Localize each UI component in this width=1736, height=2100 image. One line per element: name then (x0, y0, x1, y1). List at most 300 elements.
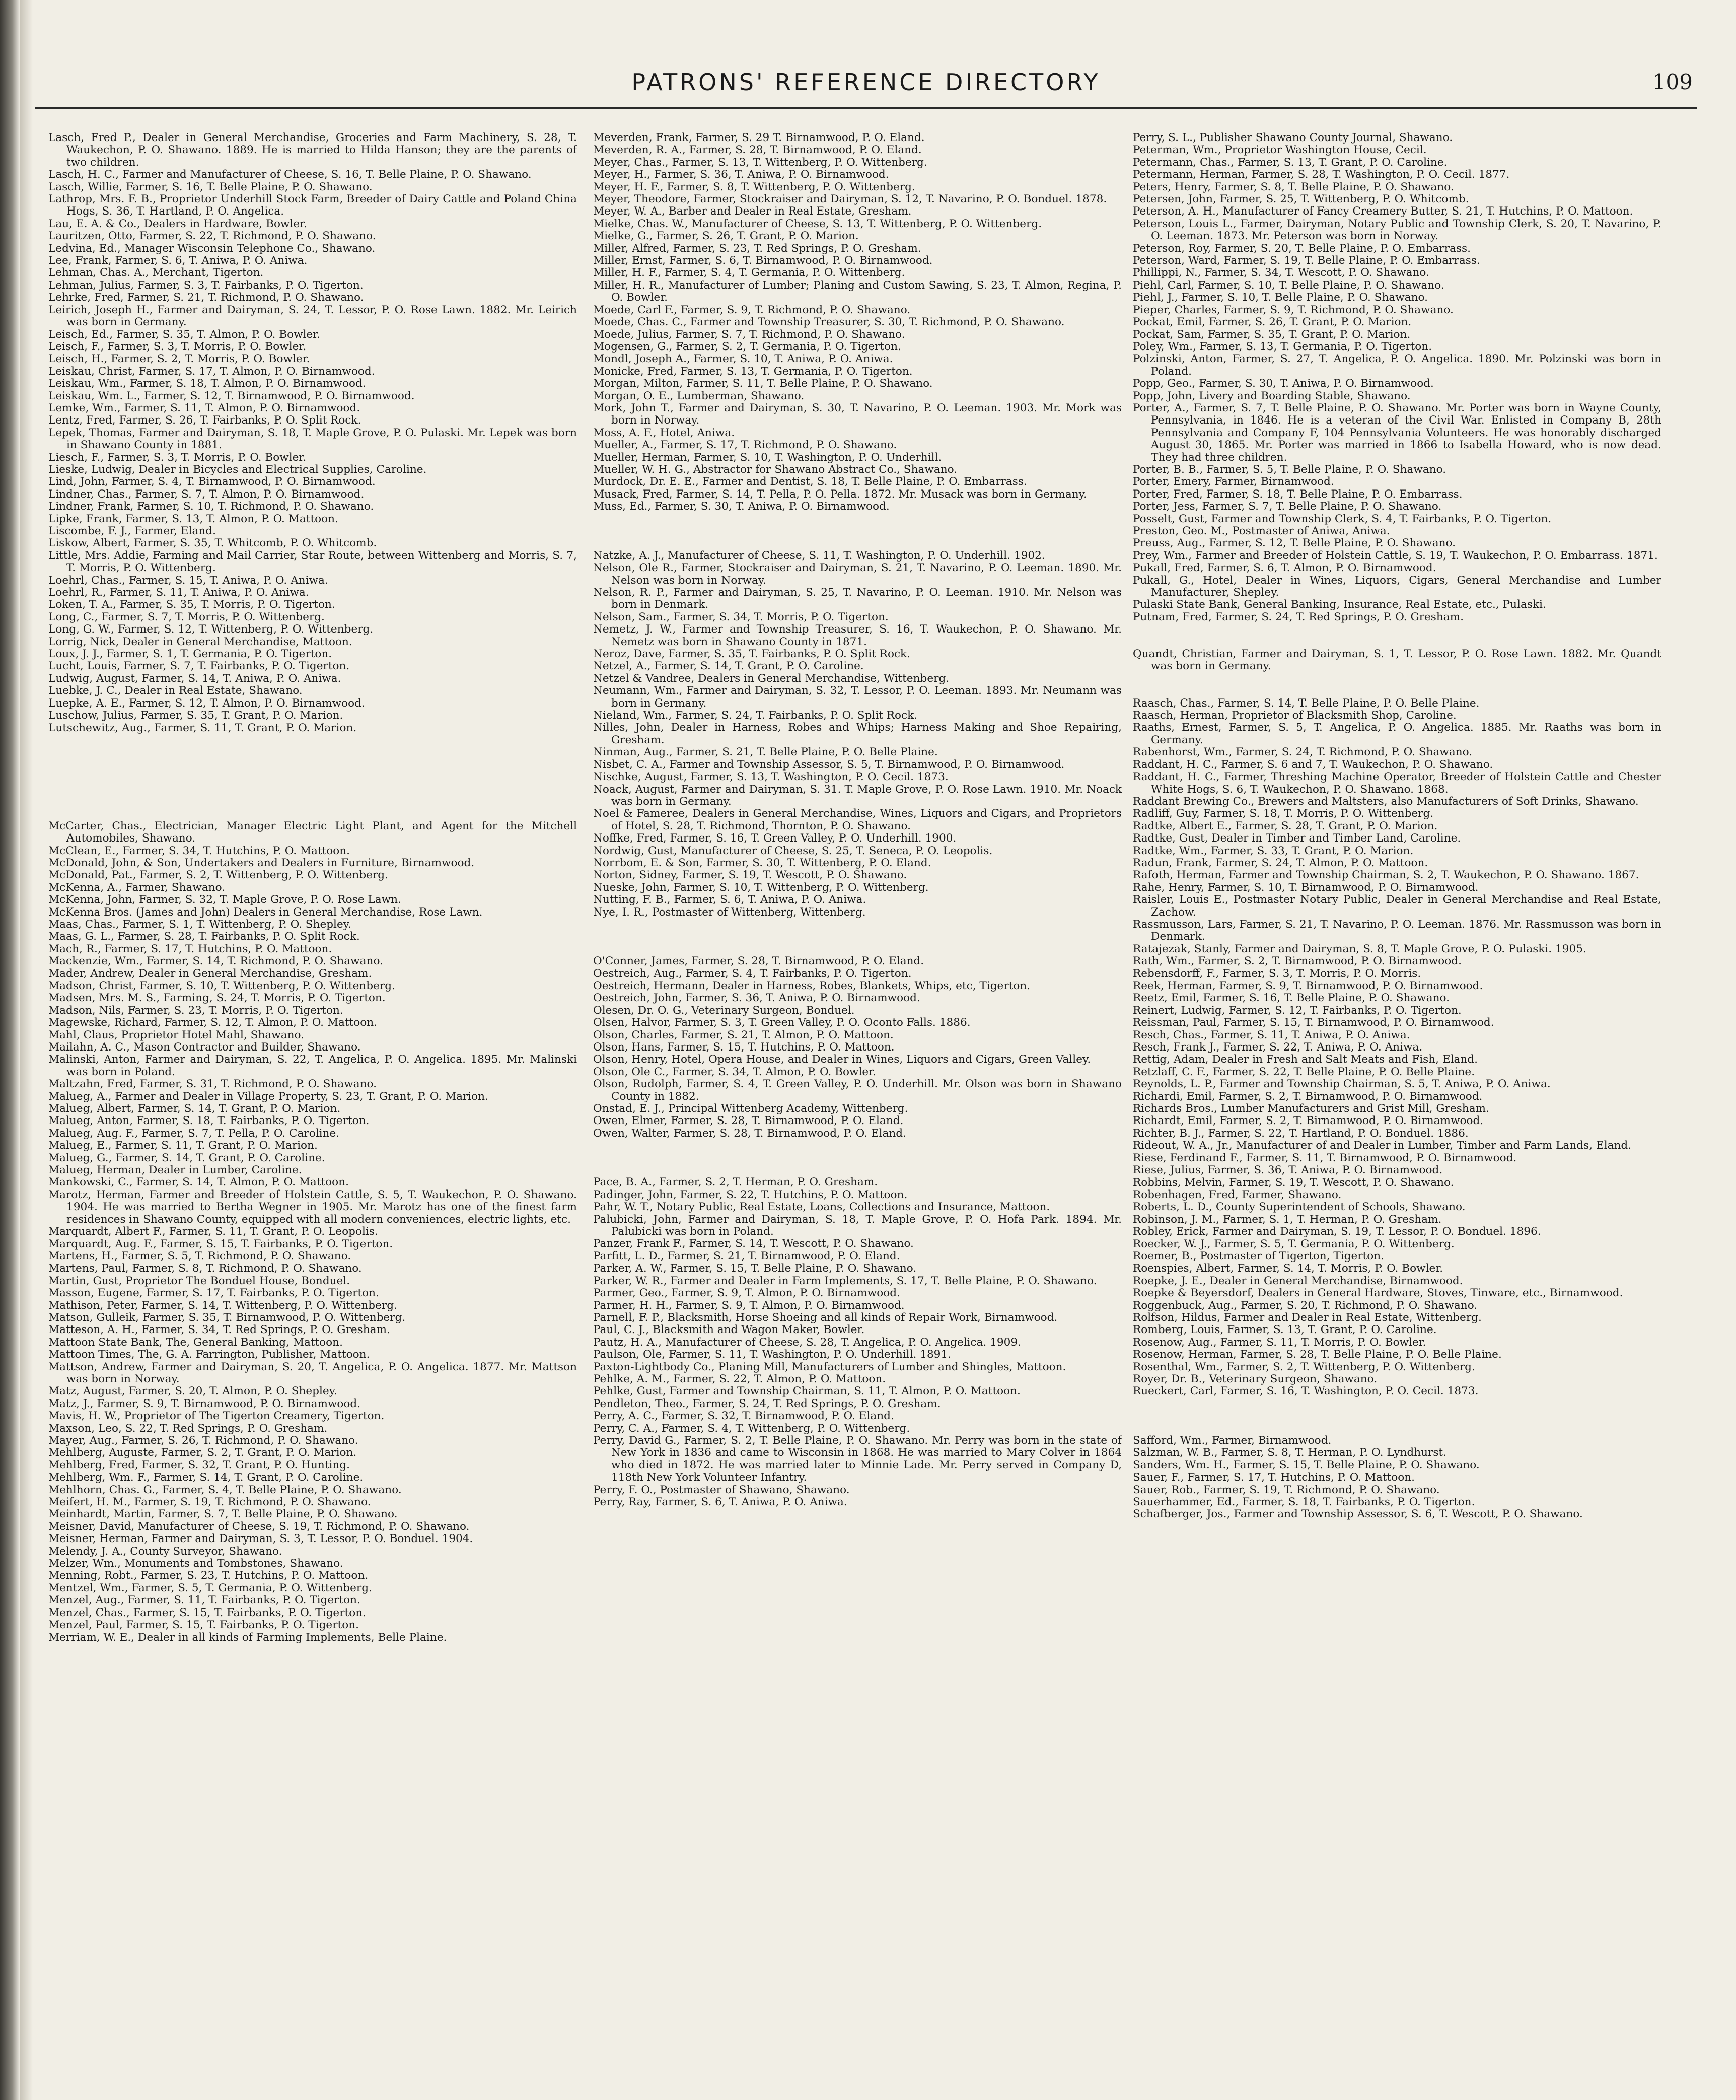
directory-entry: Perry, F. O., Postmaster of Shawano, Shawano. (593, 1483, 850, 1496)
directory-entry: Porter, A., Farmer, S. 7, T. Belle Plaine, P. O. Shawano. Mr. Porter was born in Wayne County, Pennsylvania, in 1846. He is a veteran of the Civil War. Enlisted in Company B, 28th Pennsylvania and Company F, 104 Pennsylvania Volunteers. He was honorably discharged August 30, 1865. Mr. Porter was married in 1866 to Isabella Howard, who is now dead. They had three children. (1133, 401, 1661, 464)
directory-entry: Pockat, Sam, Farmer, S. 35, T. Grant, P. O. Marion. (1133, 328, 1411, 341)
directory-entry: Pahr, W. T., Notary Public, Real Estate, Loans, Collections and Insurance, Mattoon. (593, 1201, 1050, 1214)
directory-entry: Roepke, J. E., Dealer in General Merchandise, Birnamwood. (1133, 1274, 1463, 1287)
directory-entry: Mehlberg, Wm. F., Farmer, S. 14, T. Grant, P. O. Caroline. (48, 1471, 364, 1484)
directory-entry: Loehrl, R., Farmer, S. 11, T. Aniwa, P. O. Aniwa. (48, 586, 309, 599)
directory-entry: Rafoth, Herman, Farmer and Township Chairman, S. 2, T. Waukechon, P. O. Shawano. 1867. (1133, 869, 1639, 882)
directory-entry: Pehlke, A. M., Farmer, S. 22, T. Almon, P. O. Mattoon. (593, 1372, 886, 1385)
directory-entry: Phillippi, N., Farmer, S. 34, T. Wescott, P. O. Shawano. (1133, 266, 1429, 279)
directory-entry: Owen, Elmer, Farmer, S. 28, T. Birnamwood, P. O. Eland. (593, 1114, 904, 1128)
section-gap (1133, 623, 1661, 648)
directory-entry: Morgan, Milton, Farmer, S. 11, T. Belle Plaine, P. O. Shawano. (593, 377, 933, 390)
directory-entry: Mehlberg, Fred, Farmer, S. 32, T. Grant, P. O. Hunting. (48, 1458, 350, 1472)
directory-entry: Rassmusson, Lars, Farmer, S. 21, T. Navarino, P. O. Leeman. 1876. Mr. Rassmusson was born in Denmark. (1133, 918, 1661, 943)
directory-entry: Nutting, F. B., Farmer, S. 6, T. Aniwa, P. O. Aniwa. (593, 893, 866, 906)
directory-entry: Luepke, A. E., Farmer, S. 12, T. Almon, P. O. Birnamwood. (48, 696, 365, 710)
directory-entry: Maltzahn, Fred, Farmer, S. 31, T. Richmond, P. O. Shawano. (48, 1078, 377, 1091)
directory-entry: Schafberger, Jos., Farmer and Township Assessor, S. 6, T. Wescott, P. O. Shawano. (1133, 1508, 1583, 1521)
directory-entry: Radtke, Albert E., Farmer, S. 28, T. Grant, P. O. Marion. (1133, 819, 1438, 832)
directory-entry: Radtke, Gust, Dealer in Timber and Timber Land, Caroline. (1133, 832, 1461, 845)
directory-entry: Lind, John, Farmer, S. 4, T. Birnamwood, P. O. Birnamwood. (48, 475, 376, 488)
directory-entry: Moss, A. F., Hotel, Aniwa. (593, 426, 735, 439)
directory-entry: Safford, Wm., Farmer, Birnamwood. (1133, 1434, 1332, 1447)
directory-entry: Nueske, John, Farmer, S. 10, T. Wittenberg, P. O. Wittenberg. (593, 881, 929, 894)
directory-entry: Reissman, Paul, Farmer, S. 15, T. Birnamwood, P. O. Birnamwood. (1133, 1016, 1494, 1029)
directory-entry: Lasch, Fred P., Dealer in General Merchandise, Groceries and Farm Machinery, S. 28, T. Waukechon, P. O. Shawano. 1889. He is married to Hilda Hanson; they are the parents of two children. (48, 132, 577, 169)
directory-entry: Meyer, H. F., Farmer, S. 8, T. Wittenberg, P. O. Wittenberg. (593, 180, 915, 193)
directory-entry: Musack, Fred, Farmer, S. 14, T. Pella, P. O. Pella. 1872. Mr. Musack was born in Germany. (593, 487, 1087, 501)
directory-entry: Raddant, H. C., Farmer, Threshing Machine Operator, Breeder of Holstein Cattle and Chester White Hogs, S. 6, T. Waukechon, P. O. Shawano. 1868. (1133, 771, 1661, 796)
directory-entry: Perry, A. C., Farmer, S. 32, T. Birnamwood, P. O. Eland. (593, 1410, 894, 1423)
directory-entry: Menzel, Aug., Farmer, S. 11, T. Fairbanks, P. O. Tigerton. (48, 1594, 360, 1607)
directory-entry: Moede, Carl F., Farmer, S. 9, T. Richmond, P. O. Shawano. (593, 303, 911, 316)
directory-entry: Pace, B. A., Farmer, S. 2, T. Herman, P. O. Gresham. (593, 1176, 878, 1189)
directory-entry: Meisner, David, Manufacturer of Cheese, S. 19, T. Richmond, P. O. Shawano. (48, 1520, 470, 1533)
directory-entry: Rahe, Henry, Farmer, S. 10, T. Birnamwood, P. O. Birnamwood. (1133, 881, 1479, 894)
directory-entry: Leiskau, Wm., Farmer, S. 18, T. Almon, P. O. Birnamwood. (48, 377, 366, 390)
directory-entry: Palubicki, John, Farmer and Dairyman, S. 18, T. Maple Grove, P. O. Hofa Park. 1894. Mr. Palubicki was born in Poland. (593, 1213, 1122, 1238)
directory-entry: Matson, Gulleik, Farmer, S. 35, T. Birnamwood, P. O. Wittenberg. (48, 1311, 406, 1324)
directory-entry: Leirich, Joseph H., Farmer and Dairyman, S. 24, T. Lessor, P. O. Rose Lawn. 1882. Mr. Leirich was born in Germany. (48, 303, 577, 329)
directory-entry: Onstad, E. J., Principal Wittenberg Academy, Wittenberg. (593, 1102, 908, 1115)
directory-entry: Porter, Jess, Farmer, S. 7, T. Belle Plaine, P. O. Shawano. (1133, 500, 1442, 513)
directory-entry: Leisch, F., Farmer, S. 3, T. Morris, P. O. Bowler. (48, 340, 307, 353)
directory-entry: Raasch, Herman, Proprietor of Blacksmith Shop, Caroline. (1133, 709, 1457, 722)
directory-entry: Reinert, Ludwig, Farmer, S. 12, T. Fairbanks, P. O. Tigerton. (1133, 1004, 1462, 1017)
directory-entry: Neumann, Wm., Farmer and Dairyman, S. 32, T. Lessor, P. O. Leeman. 1893. Mr. Neumann was born in Germany. (593, 684, 1122, 710)
directory-entry: Maas, G. L., Farmer, S. 28, T. Fairbanks, P. O. Split Rock. (48, 930, 360, 943)
directory-entry: Lipke, Frank, Farmer, S. 13, T. Almon, P. O. Mattoon. (48, 512, 338, 525)
directory-entry: Oestreich, Hermann, Dealer in Harness, Robes, Blankets, Whips, etc, Tigerton. (593, 979, 1031, 992)
directory-entry: Raddant, H. C., Farmer, S. 6 and 7, T. Waukechon, P. O. Shawano. (1133, 758, 1493, 771)
directory-entry: Liesch, F., Farmer, S. 3, T. Morris, P. O. Bowler. (48, 451, 307, 464)
directory-entry: Nelson, Sam., Farmer, S. 34, T. Morris, P. O. Tigerton. (593, 610, 889, 623)
directory-entry: Oestreich, John, Farmer, S. 36, T. Aniwa, P. O. Birnamwood. (593, 992, 920, 1005)
directory-entry: Liscombe, F. J., Farmer, Eland. (48, 525, 216, 537)
directory-entry: Marquardt, Aug. F., Farmer, S. 15, T. Fairbanks, P. O. Tigerton. (48, 1237, 393, 1250)
directory-entry: Nemetz, J. W., Farmer and Township Treasurer, S. 16, T. Waukechon, P. O. Shawano. Mr. Nemetz was born in Shawano County in 1871. (593, 623, 1122, 648)
directory-column-1 (48, 132, 577, 2066)
directory-entry: Lehrke, Fred, Farmer, S. 21, T. Richmond, P. O. Shawano. (48, 291, 364, 304)
directory-entry: Lehman, Julius, Farmer, S. 3, T. Fairbanks, P. O. Tigerton. (48, 278, 364, 292)
directory-entry: Lepek, Thomas, Farmer and Dairyman, S. 18, T. Maple Grove, P. O. Pulaski. Mr. Lepek was born in Shawano County in 1881. (48, 426, 577, 452)
directory-entry: Malueg, Aug. F., Farmer, S. 7, T. Pella, P. O. Caroline. (48, 1127, 340, 1140)
directory-entry: Retzlaff, C. F., Farmer, S. 22, T. Belle Plaine, P. O. Belle Plaine. (1133, 1065, 1475, 1078)
directory-entry: Roenspies, Albert, Farmer, S. 14, T. Morris, P. O. Bowler. (1133, 1262, 1443, 1275)
directory-entry: Perry, David G., Farmer, S. 2, T. Belle Plaine, P. O. Shawano. Mr. Perry was born in the state of New York in 1836 and came to Wisconsin in 1868. He was married to Mary Colver in 1864 who died in 1872. He was married later to Minnie Lade. Mr. Perry served in Company D, 118th New York Volunteer Infantry. (593, 1434, 1122, 1484)
directory-entry: Lauritzen, Otto, Farmer, S. 22, T. Richmond, P. O. Shawano. (48, 230, 376, 243)
directory-entry: Meinhardt, Martin, Farmer, S. 7, T. Belle Plaine, P. O. Shawano. (48, 1508, 398, 1521)
directory-column-2 (593, 132, 1122, 2066)
directory-entry: Magewske, Richard, Farmer, S. 12, T. Almon, P. O. Mattoon. (48, 1016, 377, 1029)
directory-entry: Mader, Andrew, Dealer in General Merchandise, Gresham. (48, 967, 372, 980)
directory-entry: Miller, H. F., Farmer, S. 4, T. Germania, P. O. Wittenberg. (593, 266, 905, 279)
directory-entry: Melendy, J. A., County Surveyor, Shawano. (48, 1545, 282, 1558)
directory-entry: Nilles, John, Dealer in Harness, Robes and Whips; Harness Making and Shoe Repairing, Gresham. (593, 721, 1122, 746)
directory-entry: Malueg, Anton, Farmer, S. 18, T. Fairbanks, P. O. Tigerton. (48, 1114, 370, 1128)
directory-entry: Lindner, Chas., Farmer, S. 7, T. Almon, P. O. Birnamwood. (48, 487, 365, 501)
directory-entry: Rueckert, Carl, Farmer, S. 16, T. Washington, P. O. Cecil. 1873. (1133, 1385, 1479, 1398)
directory-entry: Roberts, L. D., County Superintendent of Schools, Shawano. (1133, 1201, 1466, 1214)
directory-entry: Perry, Ray, Farmer, S. 6, T. Aniwa, P. O. Aniwa. (593, 1496, 847, 1508)
directory-entry: Olson, Henry, Hotel, Opera House, and Dealer in Wines, Liquors and Cigars, Green Valley. (593, 1053, 1091, 1066)
section-gap (1133, 673, 1661, 697)
section-gap (48, 734, 577, 820)
directory-entry: Rosenow, Herman, Farmer, S. 28, T. Belle Plaine, P. O. Belle Plaine. (1133, 1348, 1502, 1361)
directory-entry: Meisner, Herman, Farmer and Dairyman, S. 3, T. Lessor, P. O. Bonduel. 1904. (48, 1532, 473, 1546)
directory-entry: Madsen, Mrs. M. S., Farming, S. 24, T. Morris, P. O. Tigerton. (48, 992, 386, 1005)
directory-entry: Mayer, Aug., Farmer, S. 26, T. Richmond, P. O. Shawano. (48, 1434, 358, 1447)
directory-entry: Paul, C. J., Blacksmith and Wagon Maker, Bowler. (593, 1323, 865, 1337)
directory-entry: Murdock, Dr. E. E., Farmer and Dentist, S. 18, T. Belle Plaine, P. O. Embarrass. (593, 475, 1027, 488)
directory-entry: Pendleton, Theo., Farmer, S. 24, T. Red Springs, P. O. Gresham. (593, 1397, 941, 1410)
directory-entry: Long, G. W., Farmer, S. 12, T. Wittenberg, P. O. Wittenberg. (48, 623, 374, 636)
directory-entry: Peterson, Ward, Farmer, S. 19, T. Belle Plaine, P. O. Embarrass. (1133, 254, 1480, 267)
directory-entry: Mattson, Andrew, Farmer and Dairyman, S. 20, T. Angelica, P. O. Angelica. 1877. Mr. Mattson was born in Norway. (48, 1360, 577, 1385)
directory-entry: Lindner, Frank, Farmer, S. 10, T. Richmond, P. O. Shawano. (48, 500, 374, 513)
directory-entry: Luschow, Julius, Farmer, S. 35, T. Grant, P. O. Marion. (48, 709, 343, 722)
directory-entry: Radtke, Wm., Farmer, S. 33, T. Grant, P. O. Marion. (1133, 844, 1414, 857)
directory-entry: Lathrop, Mrs. F. B., Proprietor Underhill Stock Farm, Breeder of Dairy Cattle and Poland China Hogs, S. 36, T. Hartland, P. O. Angelica. (48, 193, 577, 218)
directory-entry: Norrbom, E. & Son, Farmer, S. 30, T. Wittenberg, P. O. Eland. (593, 856, 931, 869)
page-header (35, 64, 1697, 105)
directory-entry: Raddant Brewing Co., Brewers and Maltsters, also Manufacturers of Soft Drinks, Shawano. (1133, 795, 1639, 808)
directory-entry: Nye, I. R., Postmaster of Wittenberg, Wittenberg. (593, 905, 866, 919)
directory-entry: Nordwig, Gust, Manufacturer of Cheese, S. 25, T. Seneca, P. O. Leopolis. (593, 844, 993, 857)
directory-entry: Meyer, Theodore, Farmer, Stockraiser and Dairyman, S. 12, T. Navarino, P. O. Bonduel. 1878. (593, 193, 1107, 206)
directory-entry: Robenhagen, Fred, Farmer, Shawano. (1133, 1188, 1342, 1201)
directory-entry: Paulson, Ole, Farmer, S. 11, T. Washington, P. O. Underhill. 1891. (593, 1348, 952, 1361)
directory-entry: Ratajezak, Stanly, Farmer and Dairyman, S. 8, T. Maple Grove, P. O. Pulaski. 1905. (1133, 942, 1586, 955)
directory-entry: Radun, Frank, Farmer, S. 24, T. Almon, P. O. Mattoon. (1133, 856, 1428, 869)
directory-entry: Menzel, Chas., Farmer, S. 15, T. Fairbanks, P. O. Tigerton. (48, 1606, 366, 1619)
directory-entry: Maxson, Leo, S. 22, T. Red Springs, P. O. Gresham. (48, 1422, 328, 1435)
directory-entry: Porter, Emery, Farmer, Birnamwood. (1133, 475, 1334, 488)
directory-entry: Madson, Nils, Farmer, S. 23, T. Morris, P. O. Tigerton. (48, 1004, 343, 1017)
directory-entry: Rath, Wm., Farmer, S. 2, T. Birnamwood, P. O. Birnamwood. (1133, 955, 1462, 968)
directory-entry: Ninman, Aug., Farmer, S. 21, T. Belle Plaine, P. O. Belle Plaine. (593, 746, 938, 759)
directory-entry: Robbins, Melvin, Farmer, S. 19, T. Wescott, P. O. Shawano. (1133, 1176, 1454, 1189)
directory-entry: Peterson, Louis L., Farmer, Dairyman, Notary Public and Township Clerk, S. 20, T. Navarino, P. O. Leeman. 1873. Mr. Peterson was born in Norway. (1133, 217, 1661, 243)
directory-entry: Pockat, Emil, Farmer, S. 26, T. Grant, P. O. Marion. (1133, 316, 1412, 329)
directory-entry: Netzel, A., Farmer, S. 14, T. Grant, P. O. Caroline. (593, 660, 864, 673)
directory-entry: Mielke, Chas. W., Manufacturer of Cheese, S. 13, T. Wittenberg, P. O. Wittenberg. (593, 217, 1042, 230)
directory-entry: Martens, H., Farmer, S. 5, T. Richmond, P. O. Shawano. (48, 1249, 351, 1263)
directory-entry: McCarter, Chas., Electrician, Manager Electric Light Plant, and Agent for the Mitchell Automobiles, Shawano. (48, 819, 577, 845)
directory-entry: Parmer, Geo., Farmer, S. 9, T. Almon, P. O. Birnamwood. (593, 1287, 900, 1300)
directory-entry: Rabenhorst, Wm., Farmer, S. 24, T. Richmond, P. O. Shawano. (1133, 746, 1473, 759)
directory-entry: Leiskau, Wm. L., Farmer, S. 12, T. Birnamwood, P. O. Birnamwood. (48, 389, 415, 402)
page-binding-shadow (0, 0, 20, 2100)
directory-entry: McKenna Bros. (James and John) Dealers in General Merchandise, Rose Lawn. (48, 905, 483, 919)
directory-entry: Olson, Hans, Farmer, S. 15, T. Hutchins, P. O. Mattoon. (593, 1041, 895, 1054)
directory-entry: Miller, Ernst, Farmer, S. 6, T. Birnamwood, P. O. Birnamwood. (593, 254, 933, 267)
directory-entry: Meyer, Chas., Farmer, S. 13, T. Wittenberg, P. O. Wittenberg. (593, 156, 927, 169)
directory-entry: Peterson, Roy, Farmer, S. 20, T. Belle Plaine, P. O. Embarrass. (1133, 242, 1471, 255)
directory-entry: McDonald, Pat., Farmer, S. 2, T. Wittenberg, P. O. Wittenberg. (48, 869, 388, 882)
directory-entry: Miller, Alfred, Farmer, S. 23, T. Red Springs, P. O. Gresham. (593, 242, 921, 255)
directory-entry: Melzer, Wm., Monuments and Tombstones, Shawano. (48, 1557, 343, 1570)
directory-entry: Roggenbuck, Aug., Farmer, S. 20, T. Richmond, P. O. Shawano. (1133, 1299, 1478, 1312)
page-title: PATRONS' REFERENCE DIRECTORY (631, 68, 1101, 96)
directory-entry: Owen, Walter, Farmer, S. 28, T. Birnamwood, P. O. Eland. (593, 1127, 906, 1140)
directory-entry: Loux, J. J., Farmer, S. 1, T. Germania, P. O. Tigerton. (48, 648, 332, 661)
directory-entry: Reynolds, L. P., Farmer and Township Chairman, S. 5, T. Aniwa, P. O. Aniwa. (1133, 1078, 1551, 1091)
directory-entry: Rolfson, Hildus, Farmer and Dealer in Real Estate, Wittenberg. (1133, 1311, 1482, 1324)
directory-entry: Pieper, Charles, Farmer, S. 9, T. Richmond, P. O. Shawano. (1133, 303, 1454, 316)
directory-entry: Matz, August, Farmer, S. 20, T. Almon, P. O. Shepley. (48, 1385, 337, 1398)
page-number: 109 (1652, 69, 1693, 94)
directory-entry: Mattoon Times, The, G. A. Farrington, Publisher, Mattoon. (48, 1348, 370, 1361)
directory-entry: Noel & Fameree, Dealers in General Merchandise, Wines, Liquors and Cigars, and Proprietors of Hotel, S. 28, T. Richmond, Thornton, P. O. Shawano. (593, 807, 1122, 832)
directory-entry: Martens, Paul, Farmer, S. 8, T. Richmond, P. O. Shawano. (48, 1262, 362, 1275)
directory-entry: McDonald, John, & Son, Undertakers and Dealers in Furniture, Birnamwood. (48, 856, 475, 869)
directory-entry: Mentzel, Wm., Farmer, S. 5, T. Germania, P. O. Wittenberg. (48, 1581, 372, 1594)
directory-entry: Reek, Herman, Farmer, S. 9, T. Birnamwood, P. O. Birnamwood. (1133, 979, 1483, 992)
directory-entry: Pukall, G., Hotel, Dealer in Wines, Liquors, Cigars, General Merchandise and Lumber Manufacturer, Shepley. (1133, 574, 1661, 599)
directory-entry: Malueg, Herman, Dealer in Lumber, Caroline. (48, 1164, 302, 1177)
directory-entry: Little, Mrs. Addie, Farming and Mail Carrier, Star Route, between Wittenberg and Morris, S. 7, T. Morris, P. O. Wittenberg. (48, 549, 577, 575)
directory-entry: Quandt, Christian, Farmer and Dairyman, S. 1, T. Lessor, P. O. Rose Lawn. 1882. Mr. Quandt was born in Germany. (1133, 648, 1661, 673)
directory-column-3 (1133, 132, 1661, 2066)
directory-entry: Netzel & Vandree, Dealers in General Merchandise, Wittenberg. (593, 672, 950, 685)
directory-entry: Parnell, F. P., Blacksmith, Horse Shoeing and all kinds of Repair Work, Birnamwood. (593, 1311, 1058, 1324)
directory-entry: Mackenzie, Wm., Farmer, S. 14, T. Richmond, P. O. Shawano. (48, 955, 383, 968)
directory-entry: Resch, Chas., Farmer, S. 11, T. Aniwa, P. O. Aniwa. (1133, 1028, 1410, 1041)
directory-entry: Lentz, Fred, Farmer, S. 26, T. Fairbanks, P. O. Split Rock. (48, 414, 361, 427)
directory-entry: Mondl, Joseph A., Farmer, S. 10, T. Aniwa, P. O. Aniwa. (593, 353, 893, 366)
directory-entry: Rosenow, Aug., Farmer, S. 11, T. Morris, P. O. Bowler. (1133, 1336, 1426, 1349)
directory-entry: Liskow, Albert, Farmer, S. 35, T. Whitcomb, P. O. Whitcomb. (48, 537, 377, 550)
directory-entry: Mueller, W. H. G., Abstractor for Shawano Abstract Co., Shawano. (593, 463, 958, 476)
directory-entry: Lutschewitz, Aug., Farmer, S. 11, T. Grant, P. O. Marion. (48, 721, 357, 734)
directory-entry: Mathison, Peter, Farmer, S. 14, T. Wittenberg, P. O. Wittenberg. (48, 1299, 397, 1312)
directory-entry: Padinger, John, Farmer, S. 22, T. Hutchins, P. O. Mattoon. (593, 1188, 908, 1201)
directory-entry: Popp, Geo., Farmer, S. 30, T. Aniwa, P. O. Birnamwood. (1133, 377, 1434, 390)
directory-entry: Paxton-Lightbody Co., Planing Mill, Manufacturers of Lumber and Shingles, Mattoon. (593, 1360, 1066, 1373)
directory-entry: Roecker, W. J., Farmer, S. 5, T. Germania, P. O. Wittenberg. (1133, 1237, 1455, 1250)
directory-entry: Mach, R., Farmer, S. 17, T. Hutchins, P. O. Mattoon. (48, 942, 332, 955)
section-gap (593, 919, 1122, 955)
directory-entry: Pautz, H. A., Manufacturer of Cheese, S. 28, T. Angelica, P. O. Angelica. 1909. (593, 1336, 1021, 1349)
directory-entry: Nisbet, C. A., Farmer and Township Assessor, S. 5, T. Birnamwood, P. O. Birnamwood. (593, 758, 1065, 771)
directory-entry: Peters, Henry, Farmer, S. 8, T. Belle Plaine, P. O. Shawano. (1133, 180, 1454, 193)
directory-entry: Mork, John T., Farmer and Dairyman, S. 30, T. Navarino, P. O. Leeman. 1903. Mr. Mork was born in Norway. (593, 401, 1122, 427)
directory-entry: Pehlke, Gust, Farmer and Township Chairman, S. 11, T. Almon, P. O. Mattoon. (593, 1385, 1021, 1398)
directory-entry: Lehman, Chas. A., Merchant, Tigerton. (48, 266, 264, 279)
directory-entry: Nelson, R. P., Farmer and Dairyman, S. 25, T. Navarino, P. O. Leeman. 1910. Mr. Nelson was born in Denmark. (593, 586, 1122, 611)
directory-entry: Malueg, A., Farmer and Dealer in Village Property, S. 23, T. Grant, P. O. Marion. (48, 1090, 488, 1103)
directory-entry: Mahl, Claus, Proprietor Hotel Mahl, Shawano. (48, 1028, 305, 1041)
directory-entry: Radliff, Guy, Farmer, S. 18, T. Morris, P. O. Wittenberg. (1133, 807, 1434, 820)
directory-entry: Long, C., Farmer, S. 7, T. Morris, P. O. Wittenberg. (48, 610, 325, 623)
directory-entry: Mogensen, G., Farmer, S. 2, T. Germania, P. O. Tigerton. (593, 340, 901, 353)
directory-entry: Ludwig, August, Farmer, S. 14, T. Aniwa, P. O. Aniwa. (48, 672, 341, 685)
directory-entry: Neroz, Dave, Farmer, S. 35, T. Fairbanks, P. O. Split Rock. (593, 648, 910, 661)
directory-entry: Olson, Ole C., Farmer, S. 34, T. Almon, P. O. Bowler. (593, 1065, 876, 1078)
directory-entry: Mehlhorn, Chas. G., Farmer, S. 4, T. Belle Plaine, P. O. Shawano. (48, 1483, 402, 1496)
directory-entry: Luebke, J. C., Dealer in Real Estate, Shawano. (48, 684, 303, 697)
directory-entry: Mielke, G., Farmer, S. 26, T. Grant, P. O. Marion. (593, 230, 859, 243)
directory-entry: Sauer, Rob., Farmer, S. 19, T. Richmond, P. O. Shawano. (1133, 1483, 1440, 1496)
directory-entry: Porter, B. B., Farmer, S. 5, T. Belle Plaine, P. O. Shawano. (1133, 463, 1446, 476)
directory-entry: Mueller, A., Farmer, S. 17, T. Richmond, P. O. Shawano. (593, 439, 897, 452)
directory-entry: Perry, C. A., Farmer, S. 4, T. Wittenberg, P. O. Wittenberg. (593, 1422, 910, 1435)
directory-entry: Riese, Julius, Farmer, S. 36, T. Aniwa, P. O. Birnamwood. (1133, 1164, 1443, 1177)
directory-entry: Mailahn, A. C., Mason Contractor and Builder, Shawano. (48, 1041, 361, 1054)
directory-entry: Robley, Erick, Farmer and Dairyman, S. 19, T. Lessor, P. O. Bonduel. 1896. (1133, 1225, 1541, 1238)
directory-entry: Sauerhammer, Ed., Farmer, S. 18, T. Fairbanks, P. O. Tigerton. (1133, 1496, 1475, 1509)
directory-entry: Olson, Charles, Farmer, S. 21, T. Almon, P. O. Mattoon. (593, 1028, 894, 1041)
directory-entry: Petermann, Chas., Farmer, S. 13, T. Grant, P. O. Caroline. (1133, 156, 1448, 169)
directory-entry: Menning, Robt., Farmer, S. 23, T. Hutchins, P. O. Mattoon. (48, 1569, 369, 1582)
directory-entry: Noffke, Fred, Farmer, S. 16, T. Green Valley, P. O. Underhill. 1900. (593, 832, 957, 845)
directory-entry: Nischke, August, Farmer, S. 13, T. Washington, P. O. Cecil. 1873. (593, 771, 949, 784)
directory-entry: Preuss, Aug., Farmer, S. 12, T. Belle Plaine, P. O. Shawano. (1133, 537, 1456, 550)
directory-entry: Lieske, Ludwig, Dealer in Bicycles and Electrical Supplies, Caroline. (48, 463, 427, 476)
directory-entry: Lemke, Wm., Farmer, S. 11, T. Almon, P. O. Birnamwood. (48, 401, 360, 414)
directory-entry: Meyer, W. A., Barber and Dealer in Real Estate, Gresham. (593, 205, 912, 218)
directory-entry: Richter, B. J., Farmer, S. 22, T. Hartland, P. O. Bonduel. 1886. (1133, 1127, 1469, 1140)
directory-entry: Porter, Fred, Farmer, S. 18, T. Belle Plaine, P. O. Embarrass. (1133, 487, 1463, 501)
directory-entry: Matteson, A. H., Farmer, S. 34, T. Red Springs, P. O. Gresham. (48, 1323, 390, 1337)
section-gap (593, 1140, 1122, 1176)
directory-entry: Posselt, Gust, Farmer and Township Clerk, S. 4, T. Fairbanks, P. O. Tigerton. (1133, 512, 1552, 525)
directory-entry: Marotz, Herman, Farmer and Breeder of Holstein Cattle, S. 5, T. Waukechon, P. O. Shawano. 1904. He was married to Bertha Wegner in 1905. Mr. Marotz has one of the finest farm residences in Shawano County, equipped with all modern conveniences, electric lights, etc. (48, 1188, 577, 1226)
directory-entry: Putnam, Fred, Farmer, S. 24, T. Red Springs, P. O. Gresham. (1133, 610, 1464, 623)
directory-entry: Sanders, Wm. H., Farmer, S. 15, T. Belle Plaine, P. O. Shawano. (1133, 1458, 1480, 1472)
directory-entry: Mankowski, C., Farmer, S. 14, T. Almon, P. O. Mattoon. (48, 1176, 349, 1189)
directory-entry: McClean, E., Farmer, S. 34, T. Hutchins, P. O. Mattoon. (48, 844, 350, 857)
directory-entry: Peterson, A. H., Manufacturer of Fancy Creamery Butter, S. 21, T. Hutchins, P. O. Mattoon. (1133, 205, 1633, 218)
section-gap (593, 513, 1122, 550)
directory-entry: Leiskau, Christ, Farmer, S. 17, T. Almon, P. O. Birnamwood. (48, 365, 375, 378)
directory-entry: Polzinski, Anton, Farmer, S. 27, T. Angelica, P. O. Angelica. 1890. Mr. Polzinski was born in Poland. (1133, 353, 1661, 378)
directory-entry: Lasch, Willie, Farmer, S. 16, T. Belle Plaine, P. O. Shawano. (48, 180, 373, 193)
directory-entry: O'Conner, James, Farmer, S. 28, T. Birnamwood, P. O. Eland. (593, 955, 924, 968)
directory-entry: Rideout, W. A., Jr., Manufacturer of and Dealer in Lumber, Timber and Farm Lands, Eland. (1133, 1139, 1632, 1152)
directory-entry: Robinson, J. M., Farmer, S. 1, T. Herman, P. O. Gresham. (1133, 1213, 1442, 1226)
directory-entry: Madson, Christ, Farmer, S. 10, T. Wittenberg, P. O. Wittenberg. (48, 979, 395, 992)
directory-entry: Meifert, H. M., Farmer, S. 19, T. Richmond, P. O. Shawano. (48, 1496, 371, 1509)
directory-entry: Malinski, Anton, Farmer and Dairyman, S. 22, T. Angelica, P. O. Angelica. 1895. Mr. Malinski was born in Poland. (48, 1053, 577, 1078)
directory-entry: Lucht, Louis, Farmer, S. 7, T. Fairbanks, P. O. Tigerton. (48, 660, 350, 673)
directory-entry: Meyer, H., Farmer, S. 36, T. Aniwa, P. O. Birnamwood. (593, 168, 889, 181)
directory-entry: Raasch, Chas., Farmer, S. 14, T. Belle Plaine, P. O. Belle Plaine. (1133, 696, 1480, 710)
directory-entry: Raisler, Louis E., Postmaster Notary Public, Dealer in General Merchandise and Real Estate, Zachow. (1133, 893, 1661, 919)
directory-entry: Petermann, Herman, Farmer, S. 28, T. Washington, P. O. Cecil. 1877. (1133, 168, 1510, 181)
directory-entry: Martin, Gust, Proprietor The Bonduel House, Bonduel. (48, 1274, 350, 1287)
directory-entry: Muss, Ed., Farmer, S. 30, T. Aniwa, P. O. Birnamwood. (593, 500, 890, 513)
directory-entry: Rosenthal, Wm., Farmer, S. 2, T. Wittenberg, P. O. Wittenberg. (1133, 1360, 1475, 1373)
directory-entry: McKenna, John, Farmer, S. 32, T. Maple Grove, P. O. Rose Lawn. (48, 893, 401, 906)
directory-entry: Monicke, Fred, Farmer, S. 13, T. Germania, P. O. Tigerton. (593, 365, 913, 378)
directory-entry: Olesen, Dr. O. G., Veterinary Surgeon, Bonduel. (593, 1004, 855, 1017)
directory-entry: Mehlberg, Auguste, Farmer, S. 2, T. Grant, P. O. Marion. (48, 1446, 357, 1459)
directory-entry: Norton, Sidney, Farmer, S. 19, T. Wescott, P. O. Shawano. (593, 869, 907, 882)
directory-entry: Lau, E. A. & Co., Dealers in Hardware, Bowler. (48, 217, 307, 230)
directory-entry: Richardi, Emil, Farmer, S. 2, T. Birnamwood, P. O. Birnamwood. (1133, 1090, 1483, 1103)
directory-entry: Masson, Eugene, Farmer, S. 17, T. Fairbanks, P. O. Tigerton. (48, 1287, 379, 1300)
directory-entry: Peterman, Wm., Proprietor Washington House, Cecil. (1133, 144, 1427, 157)
directory-entry: Riese, Ferdinand F., Farmer, S. 11, T. Birnamwood, P. O. Birnamwood. (1133, 1151, 1517, 1164)
directory-entry: Olson, Rudolph, Farmer, S. 4, T. Green Valley, P. O. Underhill. Mr. Olson was born in Shawano County in 1882. (593, 1078, 1122, 1103)
directory-entry: Parker, W. R., Farmer and Dealer in Farm Implements, S. 17, T. Belle Plaine, P. O. Shawano. (593, 1274, 1097, 1287)
directory-entry: Richards Bros., Lumber Manufacturers and Grist Mill, Gresham. (1133, 1102, 1489, 1115)
directory-entry: Leisch, H., Farmer, S. 2, T. Morris, P. O. Bowler. (48, 353, 310, 366)
directory-entry: Meverden, Frank, Farmer, S. 29 T. Birnamwood, P. O. Eland. (593, 132, 925, 144)
directory-entry: Parmer, H. H., Farmer, S. 9, T. Almon, P. O. Birnamwood. (593, 1299, 905, 1312)
directory-entry: Loehrl, Chas., Farmer, S. 15, T. Aniwa, P. O. Aniwa. (48, 574, 328, 587)
directory-entry: Leisch, Ed., Farmer, S. 35, T. Almon, P. O. Bowler. (48, 328, 321, 341)
directory-entry: Royer, Dr. B., Veterinary Surgeon, Shawano. (1133, 1373, 1378, 1385)
directory-entry: Rettig, Adam, Dealer in Fresh and Salt Meats and Fish, Eland. (1133, 1053, 1478, 1066)
directory-entry: Richardt, Emil, Farmer, S. 2, T. Birnamwood, P. O. Birnamwood. (1133, 1114, 1484, 1128)
directory-entry: Romberg, Louis, Farmer, S. 13, T. Grant, P. O. Caroline. (1133, 1323, 1437, 1337)
directory-entry: Raaths, Ernest, Farmer, S. 5, T. Angelica, P. O. Angelica. 1885. Mr. Raaths was born in Germany. (1133, 721, 1661, 746)
directory-entry: Prey, Wm., Farmer and Breeder of Holstein Cattle, S. 19, T. Waukechon, P. O. Embarrass. 1871. (1133, 549, 1658, 562)
directory-entry: Sauer, F., Farmer, S. 17, T. Hutchins, P. O. Mattoon. (1133, 1471, 1415, 1484)
directory-entry: Mueller, Herman, Farmer, S. 10, T. Washington, P. O. Underhill. (593, 451, 942, 464)
directory-entry: Mavis, H. W., Proprietor of The Tigerton Creamery, Tigerton. (48, 1410, 385, 1423)
page-gutter (20, 0, 33, 2100)
directory-entry: Rebensdorff, F., Farmer, S. 3, T. Morris, P. O. Morris. (1133, 967, 1421, 980)
directory-entry: Malueg, G., Farmer, S. 14, T. Grant, P. O. Caroline. (48, 1151, 325, 1164)
directory-entry: Marquardt, Albert F., Farmer, S. 11, T. Grant, P. O. Leopolis. (48, 1225, 378, 1238)
directory-entry: Popp, John, Livery and Boarding Stable, Shawano. (1133, 389, 1411, 402)
directory-entry: Morgan, O. E., Lumberman, Shawano. (593, 389, 805, 402)
directory-entry: Poley, Wm., Farmer, S. 13, T. Germania, P. O. Tigerton. (1133, 340, 1432, 353)
directory-entry: Pulaski State Bank, General Banking, Insurance, Real Estate, etc., Pulaski. (1133, 598, 1546, 611)
directory-entry: Mattoon State Bank, The, General Banking, Mattoon. (48, 1336, 343, 1349)
directory-entry: Natzke, A. J., Manufacturer of Cheese, S. 11, T. Washington, P. O. Underhill. 1902. (593, 549, 1045, 562)
directory-entry: Malueg, E., Farmer, S. 11, T. Grant, P. O. Marion. (48, 1139, 318, 1152)
directory-entry: McKenna, A., Farmer, Shawano. (48, 881, 226, 894)
directory-entry: Loken, T. A., Farmer, S. 35, T. Morris, P. O. Tigerton. (48, 598, 335, 611)
directory-entry: Ledvina, Ed., Manager Wisconsin Telephone Co., Shawano. (48, 242, 376, 255)
directory-entry: Maas, Chas., Farmer, S. 1, T. Wittenberg, P. O. Shepley. (48, 918, 351, 931)
directory-entry: Reetz, Emil, Farmer, S. 16, T. Belle Plaine, P. O. Shawano. (1133, 992, 1450, 1005)
directory-entry: Roemer, B., Postmaster of Tigerton, Tigerton. (1133, 1249, 1385, 1263)
directory-entry: Matz, J., Farmer, S. 9, T. Birnamwood, P. O. Birnamwood. (48, 1397, 361, 1410)
header-rule (35, 107, 1697, 109)
directory-entry: Lasch, H. C., Farmer and Manufacturer of Cheese, S. 16, T. Belle Plaine, P. O. Shawano. (48, 168, 532, 181)
directory-entry: Salzman, W. B., Farmer, S. 8, T. Herman, P. O. Lyndhurst. (1133, 1446, 1446, 1459)
directory-entry: Meverden, R. A., Farmer, S. 28, T. Birnamwood, P. O. Eland. (593, 144, 922, 157)
directory-entry: Menzel, Paul, Farmer, S. 15, T. Fairbanks, P. O. Tigerton. (48, 1619, 359, 1632)
directory-entry: Lorrig, Nick, Dealer in General Merchandise, Mattoon. (48, 635, 352, 648)
directory-entry: Piehl, Carl, Farmer, S. 10, T. Belle Plaine, P. O. Shawano. (1133, 278, 1444, 292)
directory-entry: Roepke & Beyersdorf, Dealers in General Hardware, Stoves, Tinware, etc., Birnamwood. (1133, 1287, 1623, 1300)
directory-entry: Resch, Frank J., Farmer, S. 22, T. Aniwa, P. O. Aniwa. (1133, 1041, 1423, 1054)
directory-entry: Nelson, Ole R., Farmer, Stockraiser and Dairyman, S. 21, T. Navarino, P. O. Leeman. 1890. Mr. Nelson was born in Norway. (593, 562, 1122, 587)
directory-entry: Miller, H. R., Manufacturer of Lumber; Planing and Custom Sawing, S. 23, T. Almon, Regina, P. O. Bowler. (593, 278, 1122, 304)
directory-entry: Lee, Frank, Farmer, S. 6, T. Aniwa, P. O. Aniwa. (48, 254, 308, 267)
directory-entry: Perry, S. L., Publisher Shawano County Journal, Shawano. (1133, 132, 1453, 144)
directory-entry: Moede, Julius, Farmer, S. 7, T. Richmond, P. O. Shawano. (593, 328, 905, 341)
directory-entry: Moede, Chas. C., Farmer and Township Treasurer, S. 30, T. Richmond, P. O. Shawano. (593, 316, 1065, 329)
directory-entry: Petersen, John, Farmer, S. 25, T. Wittenberg, P. O. Whitcomb. (1133, 193, 1469, 206)
section-gap (1133, 1398, 1661, 1435)
directory-entry: Parfitt, L. D., Farmer, S. 21, T. Birnamwood, P. O. Eland. (593, 1249, 900, 1263)
directory-entry: Pukall, Fred, Farmer, S. 6, T. Almon, P. O. Birnamwood. (1133, 562, 1436, 575)
directory-entry: Olsen, Halvor, Farmer, S. 3, T. Green Valley, P. O. Oconto Falls. 1886. (593, 1016, 971, 1029)
directory-entry: Piehl, J., Farmer, S. 10, T. Belle Plaine, P. O. Shawano. (1133, 291, 1428, 304)
directory-entry: Panzer, Frank F., Farmer, S. 14, T. Wescott, P. O. Shawano. (593, 1237, 914, 1250)
directory-entry: Parker, A. W., Farmer, S. 15, T. Belle Plaine, P. O. Shawano. (593, 1262, 917, 1275)
directory-entry: Oestreich, Aug., Farmer, S. 4, T. Fairbanks, P. O. Tigerton. (593, 967, 912, 980)
directory-entry: Nieland, Wm., Farmer, S. 24, T. Fairbanks, P. O. Split Rock. (593, 709, 918, 722)
